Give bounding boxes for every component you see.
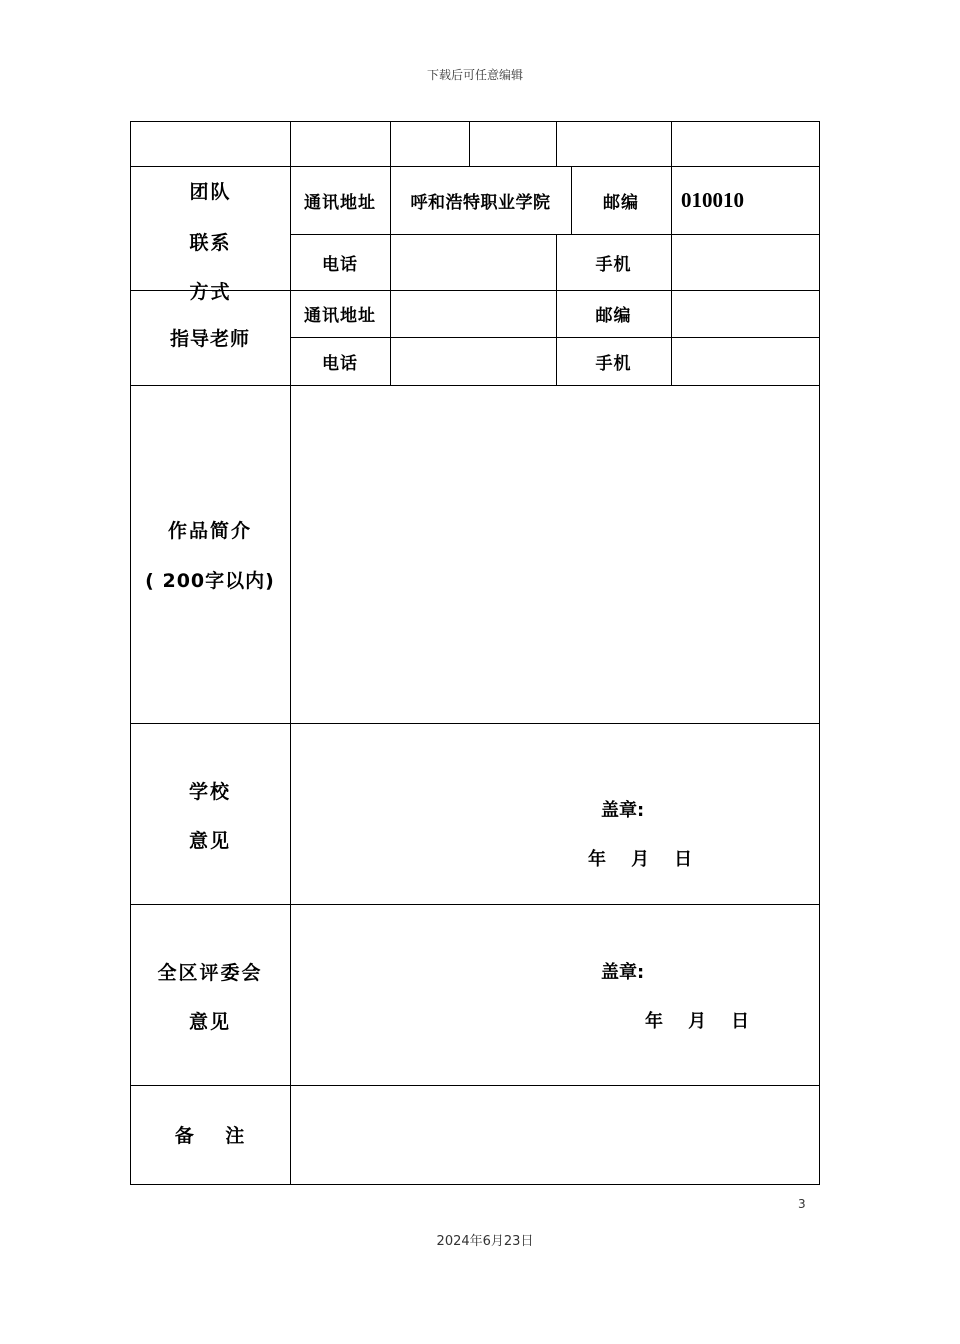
team-contact-line1: 团队 bbox=[189, 181, 232, 203]
committee-label-line1: 全区评委会 bbox=[157, 962, 263, 984]
page-header: 下载后可任意编辑 bbox=[426, 68, 523, 82]
school-date: 年 月 日 bbox=[588, 849, 693, 870]
team-address-label: 通讯地址 bbox=[304, 192, 376, 213]
remarks-label: 备 注 bbox=[174, 1125, 246, 1147]
advisor-phone-label: 电话 bbox=[322, 353, 358, 374]
committee-label-line2: 意见 bbox=[188, 1011, 231, 1033]
advisor-mobile-label: 手机 bbox=[595, 353, 632, 374]
intro-label: 作品简介 bbox=[167, 520, 252, 542]
school-label-line2: 意见 bbox=[188, 830, 231, 852]
intro-sublabel: ( 200字以内) bbox=[145, 570, 275, 592]
team-contact-label bbox=[131, 167, 290, 303]
team-postcode-label: 邮编 bbox=[603, 192, 639, 213]
advisor-postcode-label: 邮编 bbox=[595, 306, 632, 326]
school-label-line1: 学校 bbox=[188, 781, 231, 803]
committee-stamp: 盖章: bbox=[601, 962, 645, 983]
team-postcode-value: 010010 bbox=[681, 187, 744, 212]
team-phone-label: 电话 bbox=[322, 254, 358, 275]
team-address-value: 呼和浩特职业学院 bbox=[410, 192, 551, 213]
team-contact-line3: 方式 bbox=[189, 281, 232, 303]
advisor-address-label: 通讯地址 bbox=[304, 306, 376, 326]
footer-date: 2024年6月23日 bbox=[436, 1234, 534, 1249]
committee-date: 年 月 日 bbox=[645, 1011, 750, 1032]
advisor-label: 指导老师 bbox=[169, 328, 250, 350]
school-stamp: 盖章: bbox=[601, 800, 645, 821]
page-number: 3 bbox=[798, 1197, 806, 1211]
team-contact-line2: 联系 bbox=[189, 232, 232, 254]
team-mobile-label: 手机 bbox=[595, 254, 632, 275]
